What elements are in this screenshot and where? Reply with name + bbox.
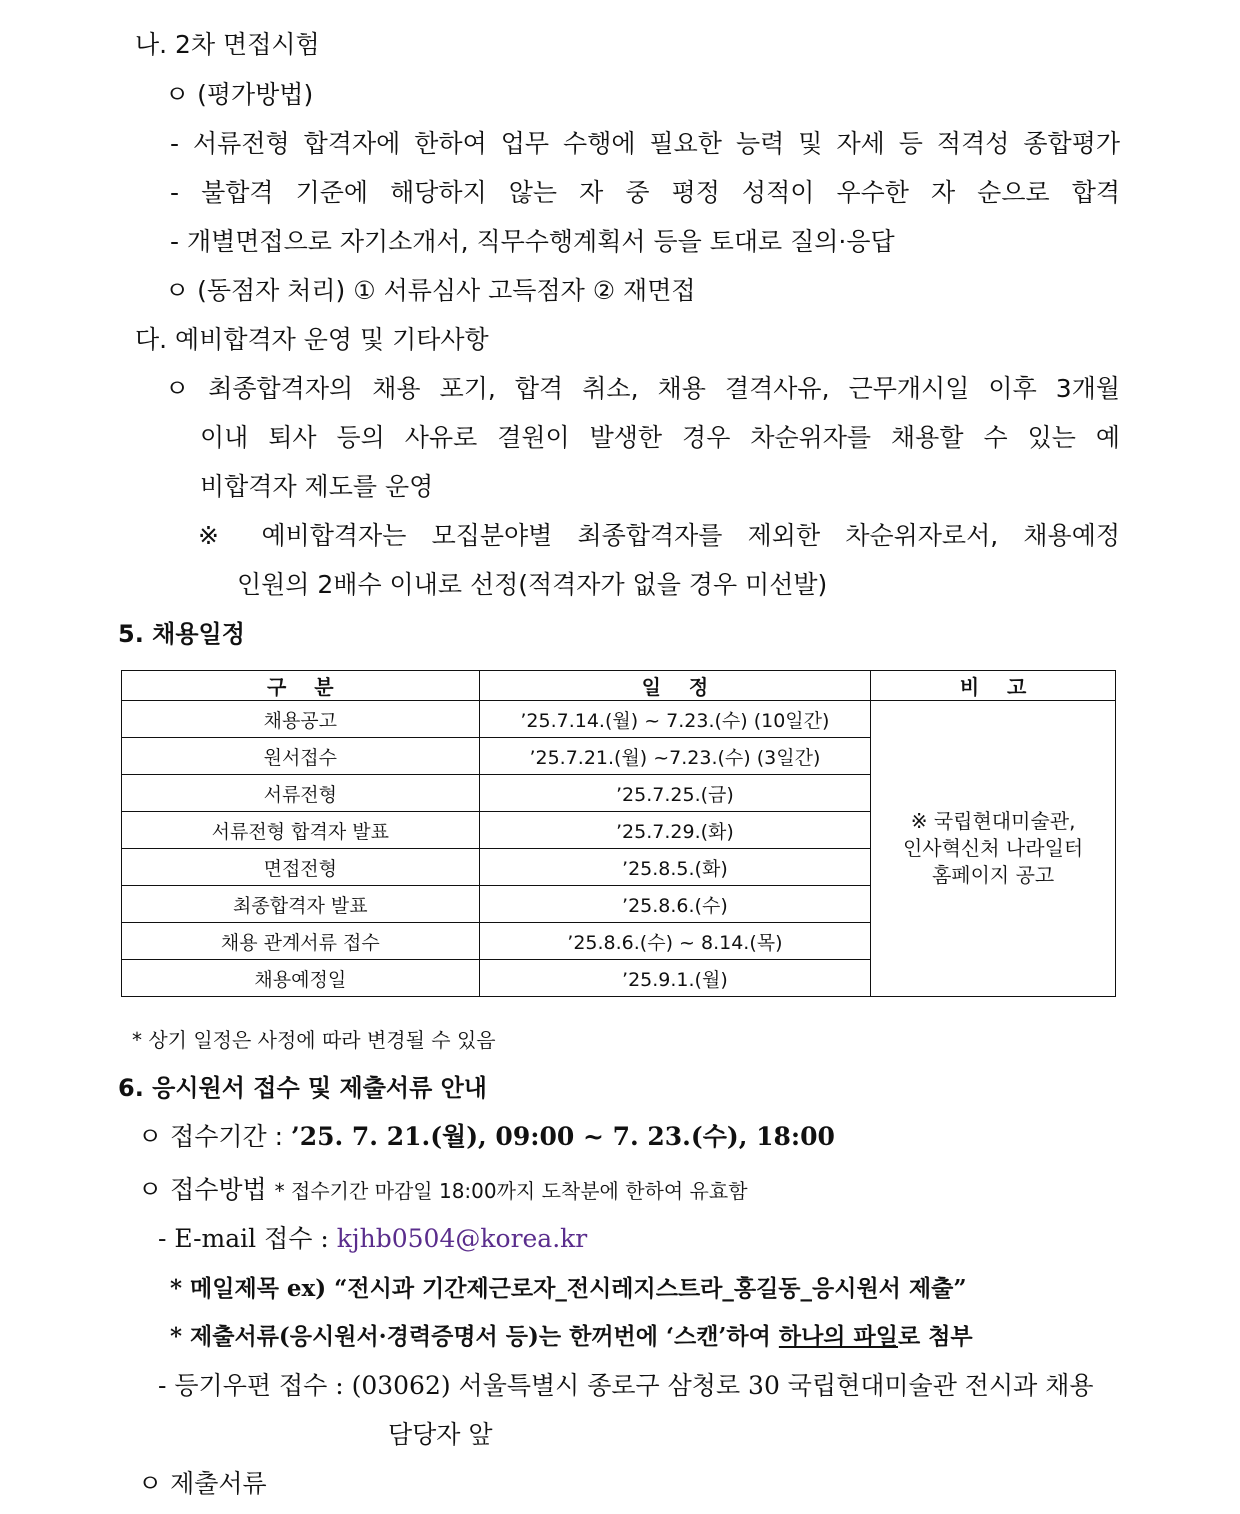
section-5-title: 5. 채용일정 [118,620,245,648]
row-item: 원서접수 [122,738,480,775]
tie-rule: ㅇ (동점자 처리) ① 서류심사 고득점자 ② 재면접 [165,276,696,305]
reserve-para-line-3: 비합격자 제도를 운영 [200,472,434,501]
row-item: 채용 관계서류 접수 [122,923,480,960]
post-address-2: 담당자 앞 [388,1420,493,1449]
row-date: ’25.8.6.(수) ~ 8.14.(목) [479,923,871,960]
row-date: ’25.8.6.(수) [479,886,871,923]
period-value: ’25. 7. 21.(월), 09:00 ~ 7. 23.(수), 18:00 [291,1122,835,1151]
section-6-title: 6. 응시원서 접수 및 제출서류 안내 [118,1074,487,1102]
email-label: - E-mail 접수 : [158,1224,337,1253]
remark-cell [871,701,1116,997]
period-line [138,1120,835,1154]
period-label: ㅇ 접수기간 : [138,1122,292,1151]
row-date: ’25.8.5.(화) [479,849,871,886]
email-link[interactable]: kjhb0504@korea.kr [336,1224,588,1253]
row-item: 서류전형 합격자 발표 [122,812,480,849]
post-line [158,1369,1094,1403]
row-date: ’25.7.21.(월) ~7.23.(수) (3일간) [479,738,871,775]
schedule-footnote: * 상기 일정은 사정에 따라 변경될 수 있음 [132,1028,496,1052]
header-remark: 비 고 [871,671,1116,701]
row-item: 서류전형 [122,775,480,812]
post-address-1: (03062) 서울특별시 종로구 삼청로 30 국립현대미술관 전시과 채용 [351,1371,1094,1400]
header-schedule: 일 정 [479,671,871,701]
eval-item-2: - 불합격 기준에 해당하지 않는 자 중 평정 성적이 우수한 자 순으로 합격 [170,178,1120,207]
section-na-title: 나. 2차 면접시험 [135,30,320,59]
reserve-para-line-1: ㅇ 최종합격자의 채용 포기, 합격 취소, 채용 결격사유, 근무개시일 이후 3개월 [165,374,1120,403]
docs-label: ㅇ 제출서류 [138,1469,267,1498]
attach-note [170,1320,973,1354]
method-label: ㅇ 접수방법 [138,1175,267,1204]
schedule-table [121,670,1116,997]
eval-item-3: - 개별면접으로 자기소개서, 직무수행계획서 등을 토대로 질의·응답 [170,227,895,256]
remark-line-1: ※ 국립현대미술관, [910,809,1076,833]
row-date: ’25.7.25.(금) [479,775,871,812]
reserve-note-line-2: 인원의 2배수 이내로 선정(적격자가 없을 경우 미선발) [237,570,828,599]
row-item: 최종합격자 발표 [122,886,480,923]
remark-line-2: 인사혁신처 나라일터 [902,836,1084,860]
table-row [122,701,1116,738]
eval-method-label: ㅇ (평가방법) [165,80,314,109]
row-date: ’25.9.1.(월) [479,960,871,997]
email-line [158,1222,587,1256]
row-date: ’25.7.14.(월) ~ 7.23.(수) (10일간) [479,701,871,738]
mail-subject-note: * 메일제목 ex) “전시과 기간제근로자_전시레지스트라_홍길동_응시원서 제출” [170,1275,967,1302]
remark-line-3: 홈페이지 공고 [931,863,1055,887]
row-item: 면접전형 [122,849,480,886]
attach-note-c: 로 첨부 [897,1323,973,1350]
reserve-para-line-2: 이내 퇴사 등의 사유로 결원이 발생한 경우 차순위자를 채용할 수 있는 예 [200,423,1120,452]
section-da-title: 다. 예비합격자 운영 및 기타사항 [135,325,489,354]
method-line [138,1173,748,1208]
attach-note-b: 하나의 파일 [778,1323,898,1350]
method-note: * 접수기간 마감일 18:00까지 도착분에 한하여 유효함 [274,1179,748,1203]
reserve-note-line-1: ※ 예비합격자는 모집분야별 최종합격자를 제외한 차순위자로서, 채용예정 [198,521,1120,550]
row-item: 채용예정일 [122,960,480,997]
post-label: - 등기우편 접수 : [158,1371,352,1400]
header-category: 구 분 [122,671,480,701]
eval-item-1: - 서류전형 합격자에 한하여 업무 수행에 필요한 능력 및 자세 등 적격성 종합평가 [170,129,1120,158]
schedule-header-row [122,671,1116,701]
row-item: 채용공고 [122,701,480,738]
attach-note-a: * 제출서류(응시원서·경력증명서 등)는 한꺼번에 ‘스캔’하여 [170,1323,779,1350]
row-date: ’25.7.29.(화) [479,812,871,849]
